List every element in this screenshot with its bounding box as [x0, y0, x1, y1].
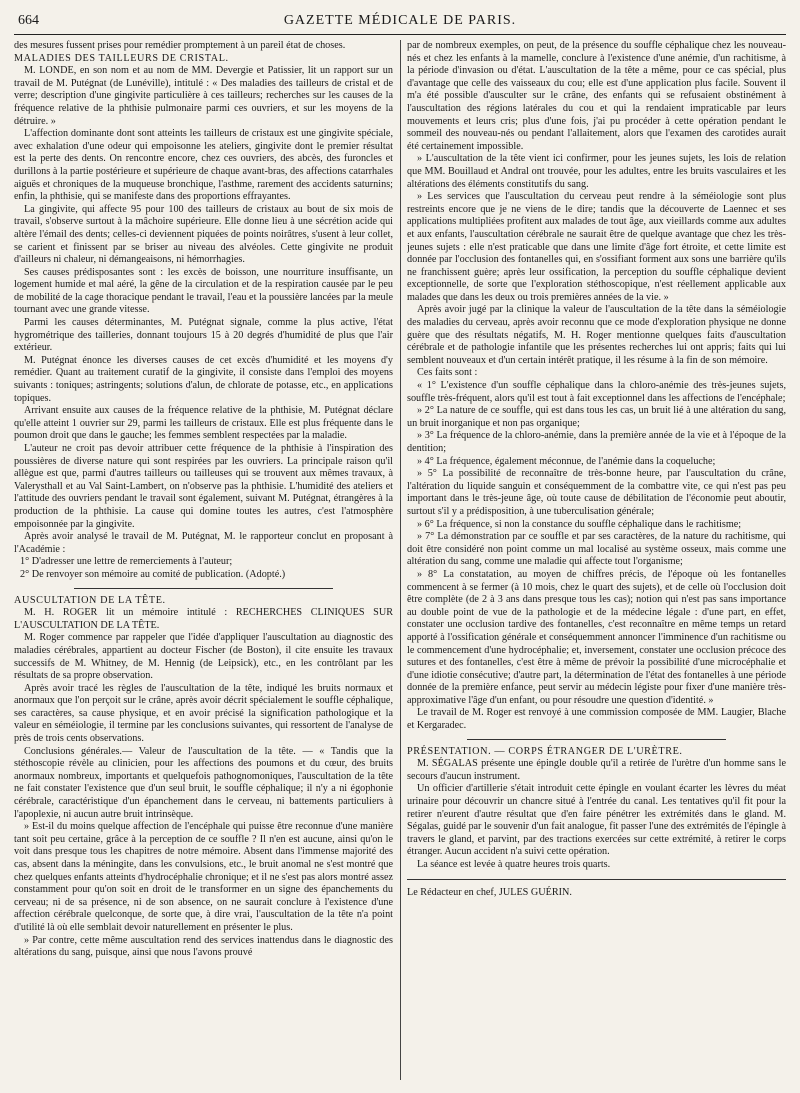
finding-item: » 5° La possibilité de reconnaître de très-bonne heure, par l'auscultation du crâne, l'altération du liquide sanguin et conséquemment de la combattre vite, ce qui n'est pas peu important dans le très-jeune âge, où toute cause de débilitation de l'économie peut aboutir, surtout s'il y a prédisposition, à une tuberculisation générale;	[407, 468, 786, 517]
paragraph: Conclusions générales.— Valeur de l'auscultation de la tête. — « Tandis que la stéthoscopie révèle au clinicien, pour les affections des poumons et du cœur, des bruits anormaux nombreux, importants et quelquefois pathognomoniques, l'auscultation de la tête ne fait constater l'existence que d'un seul bruit, le souffle céphalique; il n'y a ni égophonie cérébrale, caractéristique d'un épanchement dans le cerveau, ni battements particuliers à l'apoplexie, ni aucun autre bruit intrinsèque.	[14, 745, 393, 820]
paragraph: M. SÉGALAS présente une épingle double qu'il a retirée de l'urètre d'un homme sans le secours d'aucun instrument.	[407, 758, 786, 782]
section-heading-auscultation: AUSCULTATION DE LA TÊTE.	[14, 594, 166, 606]
closing-rule	[407, 879, 786, 880]
paragraph: par de nombreux exemples, on peut, de la présence du souffle céphalique chez les nouveau-nés et chez les enfants à la mamelle, conclure à l'existence d'une anémie, d'un rachitisme, à la période d'invasion ou d'état. L'auscultation de la tête a même, pour ce cas spécial, plus d'avantage que celle des vaisseaux du cou; elle est d'une application plus facile. Souvent il m'a été possible d'ausculter sur le crâne, des enfants qui se refusaient obstinément à l'auscultation des régions latérales du cou et qui la rendaient impraticable par leurs mouvements et leurs cris; plus d'une fois, j'ai pu procéder à cette opération pendant le sommeil des nouveau-nés ou pendant l'allaitement, alors que l'examen des carotides aurait été certainement impossible.	[407, 40, 786, 152]
paragraph: L'auteur ne croit pas devoir attribuer cette fréquence de la phthisie à l'inspiration des poussières de diverse nature qui sont respirées par les ouvriers. La principale raison qu'il allègue est que, parmi d'autres tailleurs ou tailleuses qui se trouvent aux mêmes travaux, à Valerysthall et au Val Saint-Lambert, on n'observe pas la phthisie. L'humidité des ateliers et l'attitude des ouvriers pendant le travail sont également, suivant M. Putégnat, étrangères à la production de la phthisie. La cause qui domine toutes les autres, c'est l'atmosphère empoisonnée par la gingivite.	[14, 443, 393, 530]
section-divider	[74, 588, 333, 589]
section-divider	[467, 739, 726, 740]
journal-title: GAZETTE MÉDICALE DE PARIS.	[283, 13, 517, 28]
paragraph: » Par contre, cette même auscultation rend des services inattendus dans le diagnostic des altérations du sang, puisque, ainsi que nous l'avons prouvé	[14, 934, 393, 959]
list-item: 2° De renvoyer son mémoire au comité de publication. (Adopté.)	[20, 568, 286, 580]
paragraph: Le travail de M. Roger est renvoyé à une commission composée de MM. Laugier, Blache et Kergaradec.	[407, 707, 786, 732]
page-number: 664	[18, 13, 39, 28]
finding-item: » 6° La fréquence, si non la constance du souffle céphalique dans le rachitisme;	[417, 518, 742, 530]
section-heading-presentation: PRÉSENTATION. — CORPS ÉTRANGER DE L'URÈTRE.	[407, 745, 683, 757]
column-rule	[400, 40, 401, 1080]
text-columns	[14, 40, 786, 1080]
paragraph: » Les services que l'auscultation du cerveau peut rendre à la séméiologie sont plus restreints encore que je ne viens de le dire; tandis que la découverte de Laennec et ses applications multipliées profitent aux malades de tout âge, aux vieillards comme aux adultes et aux enfants, l'auscultation cérébrale ne saurait être de quelque avantage que chez les très-jeunes sujets : elle n'est praticable que dans une limite d'âge fort étroite, et cette limite est donnée par l'occlusion des fontanelles qui, en s'ossifiant forment aux sons une barrière qu'ils ne franchissent guère; après leur ossification, la perception du souffle céphalique devient exceptionnelle, de sorte que l'exploration stéthoscopique, n'est réellement applicable aux malades que dans les deux ou trois premières années de la vie. »	[407, 191, 786, 303]
paragraph: » Est-il du moins quelque affection de l'encéphale qui puisse être reconnue d'une manière tant soit peu certaine, grâce à la perception de ce souffle ? Il n'en est aucune, ainsi qu'on le voit dans presque tous les chapitres de notre mémoire. Absent dans l'immense majorité des cas, absent dans la méningite, dans les convulsions, etc., le bruit anomal ne s'est montré que chez quelques enfants atteints d'hydrocéphalie chronique; et il ne s'est pas alors montré assez constamment pour qu'on soit en droit de le transformer en un signe des épanchements du cerveau; ni de sa présence, ni de son absence, on ne saurait conclure à l'existence d'une affection cérébrale quelconque, de sorte que, à dire vrai, l'auscultation de la tête n'a point d'utilité là où elle semblait devoir naturellement en présenter le plus.	[14, 821, 393, 933]
finding-item: » 4° La fréquence, également méconnue, de l'anémie dans la coqueluche;	[417, 455, 716, 467]
paragraph: Ses causes prédisposantes sont : les excès de boisson, une nourriture insuffisante, un logement humide et mal aéré, la gêne de la circulation et de la respiration causée par le peu de mobilité de la cage thoracique pendant le travail, l'eau et la poussière lancées par la meule tournant avec une grande vitesse.	[14, 266, 393, 316]
paragraph: La séance est levée à quatre heures trois quarts.	[417, 859, 611, 870]
finding-item: » 2° La nature de ce souffle, qui est dans tous les cas, un bruit lié à une altération du sang, un bruit inorganique et non pas organique;	[407, 405, 786, 429]
list-item: 1° D'adresser une lettre de remerciements à l'auteur;	[20, 556, 233, 568]
paragraph: Un officier d'artillerie s'était introduit cette épingle en voulant écarter les lèvres du méat urinaire pour découvrir un chancre situé à l'entrée du canal. Les tentatives qu'il fit pour la retirer n'eurent d'autre résultat que d'en faire pénétrer les extrémités dans le gland. M. Ségalas, guidé par le souvenir d'un fait analogue, fit passer l'une des extrémités de l'épingle à travers le gland, et parvint, par des tractions exercées sur cette extrémité, à retirer le corps étranger. Aucun accident n'a suivi cette opération.	[407, 783, 786, 858]
finding-item: » 7° La démonstration par ce souffle et par ses caractères, de la nature du rachitisme, qui doit être considéré non point comme un mal localisé au système osseux, mais comme une altération du sang, comme une maladie qui affecte tout l'organisme;	[407, 531, 786, 568]
finding-item: « 1° L'existence d'un souffle céphalique dans la chloro-anémie des très-jeunes sujets, souffle très-fréquent, alors qu'il est tout à fait exceptionnel dans les affections de l'encéphale;	[407, 380, 786, 404]
paragraph: Ces faits sont :	[417, 367, 478, 379]
finding-item: » 3° La fréquence de la chloro-anémie, dans la première année de la vie et à l'époque de la dentition;	[407, 430, 786, 454]
paragraph: » L'auscultation de la tête vient ici confirmer, pour les jeunes sujets, les lois de relation que MM. Bouillaud et Andral ont trouvée, pour les adultes, entre les bruits vasculaires et les altérations des éléments constitutifs du sang.	[407, 153, 786, 190]
paragraph: Après avoir tracé les règles de l'auscultation de la tête, indiqué les bruits normaux et anormaux que l'on perçoit sur le crâne, après avoir décrit spécialement le souffle céphalique, ses caractères, sa cause physique, et en avoir précisé la signification pathologique et la valeur en séméiologie, il termine par les conclusions suivantes, qui ressortent de l'analyse de près de trois cents observations.	[14, 682, 393, 745]
paragraph: M. Roger commence par rappeler que l'idée d'appliquer l'auscultation au diagnostic des maladies cérébrales, appartient au docteur Fischer (de Boston), il cite ensuite les travaux successifs de M. Whitney, de M. Hennig (de Leipsick), etc., en les contrôlant par les résultats de sa propre observation.	[14, 632, 393, 682]
editor-signature: Le Rédacteur en chef, JULES GUÉRIN.	[407, 886, 572, 898]
paragraph: M. H. ROGER lit un mémoire intitulé : RECHERCHES CLINIQUES SUR L'AUSCULTATION DE LA TÊTE.	[14, 607, 393, 631]
section-heading-tailleurs: MALADIES DES TAILLEURS DE CRISTAL.	[14, 52, 229, 64]
paragraph: Après avoir analysé le travail de M. Putégnat, M. le rapporteur conclut en proposant à l'Académie :	[14, 531, 393, 555]
right-column	[407, 40, 786, 1080]
finding-item: » 8° La constatation, au moyen de chiffres précis, de l'époque où les fontanelles commencent à se fermer (à 10 mois, chez le quart des sujets), et de celle où l'occlusion doit être complète (de 2 à 3 ans dans presque tous les cas); notion qui n'est pas sans importance au double point de vue de la pathologie et de la médecine légale : d'une part, en effet, constater une occlusion tardive des fontanelles, c'est reconnaître en même temps un retard apporté à l'ossification générale et conséquemment annoncer l'imminence d'un rachitisme ou le commencement d'une hydrocéphalie; et, inversement, constater une occlusion précoce des sutures et des fontanelles, c'est être à même de prévoir la possibilité d'une microcéphalie et d'une idiotie consécutive; d'autre part, la détermination de l'état des fontanelles à une période donnée de la première enfance, peut servir au médecin légiste pour fixer d'une manière très-approximative l'âge d'un enfant, ou pour résoudre une question d'identité. »	[407, 568, 786, 706]
paragraph: M. Putégnat énonce les diverses causes de cet excès d'humidité et les moyens d'y remédier. Quant au traitement curatif de la gingivite, il consiste dans l'emploi des moyens suivants : toniques; astringents; solutions d'alun, de chlorate de potasse, etc., en applications topiques.	[14, 354, 393, 404]
paragraph: Parmi les causes déterminantes, M. Putégnat signale, comme la plus active, l'état hygrométrique des tailleries, donnant toujours 15 à 20 degrés d'humidité de plus que l'air extérieur.	[14, 317, 393, 354]
paragraph: La gingivite, qui affecte 95 pour 100 des tailleurs de cristaux au bout de six mois de travail, s'observe surtout à la mâchoire supérieure. Elle donne lieu à une sécrétion acide qui altère l'émail des dents; celles-ci deviennent piquées de points noirâtres, s'usent à leur collet, se carient et finissent par se briser au niveau des alvéoles. Cette gingivite ne produit d'ailleurs ni chaleur, ni démangeaisons, ni hémorrhagies.	[14, 203, 393, 266]
journal-page	[14, 10, 786, 1085]
running-head	[14, 10, 786, 35]
paragraph: des mesures fussent prises pour remédier promptement à un pareil état de choses.	[14, 40, 346, 51]
paragraph: L'affection dominante dont sont atteints les tailleurs de cristaux est une gingivite spéciale, avec exhalation d'une odeur qui empoisonne les ateliers, gingivite dont le premier résultat est la perte des dents. On rencontre encore, chez ces ouvriers, des abcès, des furoncles et durillons à la partie postérieure et supérieure de chaque avant-bras, des affections catarrhales aiguës et chroniques de la muqueuse bronchique, l'asthme, rarement des accidents saturnins; enfin, la phthisie, qui se manifeste dans des proportions effrayantes.	[14, 128, 393, 203]
paragraph: M. LONDE, en son nom et au nom de MM. Devergie et Patissier, lit un rapport sur un travail de M. Putégnat (de Lunéville), intitulé : « Des maladies des tailleurs de cristal et de verre; description d'une gingivite particulière à ces tailleurs; recherches sur les causes de la fréquence relative de la phthisie pulmonaire parmi ces ouvriers, et sur les moyens de la détruire. »	[14, 65, 393, 127]
left-column	[14, 40, 393, 1080]
paragraph: Après avoir jugé par la clinique la valeur de l'auscultation de la tête dans la séméiologie des maladies du cerveau, après avoir reconnu que ce mode d'exploration physique ne donne guère que des résultats négatifs, M. H. Roger mentionne quelques faits d'auscultation cérébrale et de pathologie infantile que les présentes recherches lui ont appris; faits qui lui semblent nouveaux et d'un certain intérêt pratique, il les résume à la fin de son mémoire.	[407, 304, 786, 366]
paragraph: Arrivant ensuite aux causes de la fréquence relative de la phthisie, M. Putégnat déclare qu'elle atteint 1 ouvrier sur 29, parmi les tailleurs de cristaux. Elle est plus fréquente dans le poumon droit que dans le gauche; les femmes semblent respectées par la maladie.	[14, 405, 393, 442]
